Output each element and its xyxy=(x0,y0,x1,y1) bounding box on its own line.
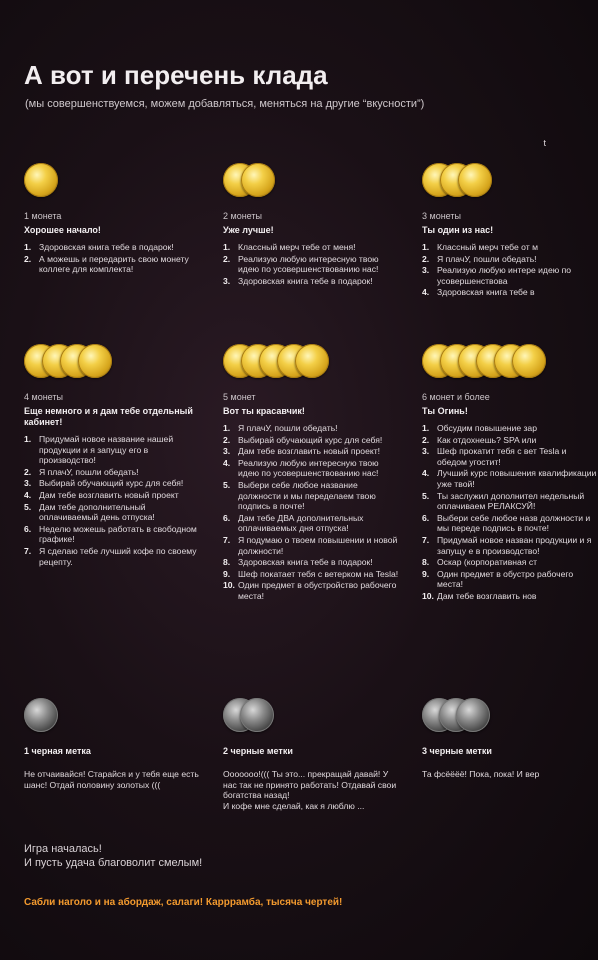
coin-count: 4 монеты xyxy=(24,392,63,402)
coin-stack xyxy=(24,163,200,203)
list-text: Классный мерч тебе от меня! xyxy=(238,242,356,252)
list-number: 7. xyxy=(422,534,430,545)
list-number: 3. xyxy=(223,275,231,286)
tier-heading: Хорошее начало! xyxy=(24,225,101,235)
list-item xyxy=(24,242,200,253)
list-text: Дам тебе ДВА дополнительных оплачиваемых дня отпуска! xyxy=(238,512,364,534)
black-mark-card xyxy=(422,698,598,780)
list-item xyxy=(422,265,598,286)
list-number: 7. xyxy=(24,545,32,556)
list-number: 10. xyxy=(223,580,235,591)
tier-card xyxy=(422,163,598,299)
list-text: Неделю можешь работать в свободном графике! xyxy=(39,523,197,545)
list-number: 3. xyxy=(422,265,430,276)
black-marks xyxy=(24,698,200,738)
list-number: 9. xyxy=(422,568,430,579)
list-number: 3. xyxy=(223,446,231,457)
list-text: Я плачУ, пошли обедать! xyxy=(437,253,537,264)
gold-coin-icon xyxy=(295,344,329,378)
coin-count: 3 монеты xyxy=(422,211,461,221)
list-text: Я плачУ, пошли обедать! xyxy=(39,466,139,477)
black-mark-card xyxy=(223,698,399,811)
list-text: Реализую любую интере идею по усовершенствова xyxy=(437,265,571,286)
edge-fragment: t xyxy=(543,138,546,148)
list-item xyxy=(24,490,200,501)
list-item xyxy=(422,468,598,489)
list-item xyxy=(24,546,200,567)
list-number: 3. xyxy=(24,478,32,489)
list-text: Обсудим повышение зар xyxy=(437,423,537,433)
black-mark-text-2: И кофе мне сделай, как я люблю ... xyxy=(223,800,365,811)
list-number: 2. xyxy=(422,253,430,264)
coin-count: 2 монеты xyxy=(223,211,262,221)
list-text: Реализую любую интересную твою идею по усовершенствованию нас! xyxy=(238,253,379,275)
list-item xyxy=(422,557,598,568)
list-item xyxy=(422,242,598,253)
black-mark-icon xyxy=(24,698,58,732)
list-text: Как отдохнешь? SPA или xyxy=(437,434,537,445)
coin-stack xyxy=(223,163,399,203)
black-mark-icon xyxy=(456,698,490,732)
list-item xyxy=(422,591,598,602)
list-number: 1. xyxy=(422,242,430,252)
list-text: Я плачУ, пошли обедать! xyxy=(238,423,338,433)
footer-line-1: Игра началась! xyxy=(24,843,102,855)
list-item xyxy=(223,423,399,434)
list-text: Здоровская книга тебе в подарок! xyxy=(238,557,373,568)
list-number: 1. xyxy=(24,434,32,444)
black-marks xyxy=(223,698,399,738)
list-number: 5. xyxy=(422,490,430,501)
list-number: 8. xyxy=(422,557,430,568)
list-text: Классный мерч тебе от м xyxy=(437,242,538,252)
tier-card xyxy=(223,163,399,287)
list-item xyxy=(422,423,598,434)
tier-heading: Еще немного и я дам тебе отдельный кабинет! xyxy=(24,406,193,427)
list-text: Ты заслужил дополнител недельный оплачиваем РЕЛАКСУЙ! xyxy=(437,490,585,512)
list-number: 2. xyxy=(223,253,231,264)
list-number: 4. xyxy=(223,457,231,468)
list-text: Придумай новое назван продукции и я запущу е в производство! xyxy=(437,534,592,556)
list-text: Реализую любую интересную твою идею по усовершенствованию нас! xyxy=(238,457,379,479)
tier-card xyxy=(223,344,399,603)
list-text: Здоровская книга тебе в подарок! xyxy=(238,275,373,286)
list-item xyxy=(422,513,598,534)
tier-heading: Уже лучше! xyxy=(223,225,274,235)
list-number: 2. xyxy=(24,466,32,477)
list-number: 6. xyxy=(422,512,430,523)
list-text: Шеф прокатит тебя с вет Tesla и обедом угостит! xyxy=(437,446,567,467)
list-text: Я сделаю тебе лучший кофе по своему рецепту. xyxy=(39,545,197,567)
reward-list xyxy=(24,434,200,567)
coin-count: 5 монет xyxy=(223,392,256,402)
list-text: Дам тебе дополнительный оплачиваемый день отпуска! xyxy=(39,501,155,523)
list-text: Дам тебе возглавить новый проект xyxy=(39,489,179,500)
tier-card xyxy=(24,344,200,568)
tier-heading: Ты Огинь! xyxy=(422,406,468,416)
list-text: Выбери себе любое название должности и мы переделаем твою подпись в почте! xyxy=(238,479,376,512)
black-mark-text: Та фсёёёё! Пока, пока! И вер xyxy=(422,769,540,779)
footer-line-2: И пусть удача благоволит смелым! xyxy=(24,857,203,869)
black-mark-card xyxy=(24,698,200,790)
reward-list xyxy=(24,242,200,275)
black-mark-icon xyxy=(240,698,274,732)
list-item xyxy=(422,446,598,467)
list-text: Выбирай обучающий курс для себя! xyxy=(238,434,383,445)
black-mark-text: Оооoooo!((( Ты это... прекращай давай! У нас так не принято работать! Отдавай свои богатства назад! xyxy=(223,769,397,801)
gold-coin-icon xyxy=(458,163,492,197)
list-number: 9. xyxy=(223,568,231,579)
list-text: Придумай новое название нашей продукции и я запущу его в производство! xyxy=(39,434,174,466)
list-item xyxy=(24,478,200,489)
coin-count: 1 монета xyxy=(24,211,62,221)
list-number: 7. xyxy=(223,534,231,545)
list-number: 2. xyxy=(24,253,32,264)
page-subtitle: (мы совершенствуемся, можем добавляться, меняться на другие “вкусности”) xyxy=(25,98,425,110)
list-item xyxy=(223,458,399,479)
tier-heading: Ты один из нас! xyxy=(422,225,494,235)
list-item xyxy=(223,254,399,275)
list-number: 1. xyxy=(24,242,32,252)
list-item xyxy=(223,480,399,512)
page-title: А вот и перечень клада xyxy=(24,60,328,90)
list-number: 2. xyxy=(223,434,231,445)
coin-count: 6 монет и более xyxy=(422,392,490,402)
tier-heading: 3 черные метки xyxy=(422,746,492,756)
list-number: 5. xyxy=(24,501,32,512)
list-item xyxy=(422,254,598,265)
list-text: А можешь и передарить свою монету коллеге для комплекта! xyxy=(39,253,189,275)
reward-list xyxy=(223,423,399,602)
footer-slogan: Сабли наголо и на абордаж, салаги! Карррамба, тысяча чертей! xyxy=(24,897,343,908)
list-number: 4. xyxy=(24,489,32,500)
tier-heading: 1 черная метка xyxy=(24,746,91,756)
black-mark-text: Не отчаивайся! Старайся и у тебя еще есть шанс! Отдай половину золотых ((( xyxy=(24,769,199,790)
list-number: 5. xyxy=(223,479,231,490)
list-number: 4. xyxy=(422,468,430,479)
list-number: 8. xyxy=(223,557,231,568)
gold-coin-icon xyxy=(24,163,58,197)
list-item xyxy=(24,434,200,466)
gold-coin-icon xyxy=(78,344,112,378)
list-item xyxy=(422,569,598,590)
list-item xyxy=(223,242,399,253)
tier-heading: 2 черные метки xyxy=(223,746,293,756)
list-number: 1. xyxy=(223,423,231,433)
list-number: 6. xyxy=(24,523,32,534)
list-item xyxy=(422,287,598,298)
list-item xyxy=(223,580,399,601)
list-text: Один предмет в обустройство рабочего места! xyxy=(238,580,397,601)
list-number: 2. xyxy=(422,434,430,445)
coin-stack xyxy=(24,344,200,384)
list-item xyxy=(24,467,200,478)
black-marks xyxy=(422,698,598,738)
list-item xyxy=(223,513,399,534)
list-item xyxy=(24,254,200,275)
list-number: 1. xyxy=(422,423,430,433)
list-text: Шеф покатает тебя с ветерком на Tesla! xyxy=(238,568,399,579)
list-number: 1. xyxy=(223,242,231,252)
list-number: 3. xyxy=(422,446,430,457)
list-text: Лучший курс повышения квалификации уже твой! xyxy=(437,468,597,489)
list-item xyxy=(422,491,598,512)
list-item xyxy=(223,446,399,457)
coin-stack xyxy=(422,344,598,384)
list-item xyxy=(223,569,399,580)
list-text: Дам тебе возглавить нов xyxy=(437,590,537,601)
reward-list xyxy=(422,423,598,602)
list-text: Один предмет в обустро рабочего места! xyxy=(437,568,574,590)
list-text: Выбирай обучающий курс для себя! xyxy=(39,478,184,489)
list-text: Дам тебе возглавить новый проект! xyxy=(238,446,381,457)
list-number: 10. xyxy=(422,590,434,601)
list-number: 4. xyxy=(422,287,430,298)
list-text: Выбери себе любое назв должности и мы переде подпись в почте! xyxy=(437,512,591,534)
list-item xyxy=(223,276,399,287)
reward-list xyxy=(422,242,598,298)
list-text: Оскар (корпоративная ст xyxy=(437,557,538,568)
gold-coin-icon xyxy=(241,163,275,197)
list-item xyxy=(223,435,399,446)
coin-stack xyxy=(223,344,399,384)
tier-card xyxy=(24,163,200,276)
list-number: 6. xyxy=(223,512,231,523)
tier-card xyxy=(422,344,598,603)
gold-coin-icon xyxy=(512,344,546,378)
list-item xyxy=(422,435,598,446)
list-text: Здоровская книга тебе в xyxy=(437,287,535,298)
list-item xyxy=(223,557,399,568)
coin-stack xyxy=(422,163,598,203)
list-text: Здоровская книга тебе в подарок! xyxy=(39,242,174,252)
list-item xyxy=(24,524,200,545)
reward-list xyxy=(223,242,399,286)
list-item xyxy=(223,535,399,556)
list-text: Я подумаю о твоем повышении и новой должности! xyxy=(238,534,398,556)
list-item xyxy=(24,502,200,523)
tier-heading: Вот ты красавчик! xyxy=(223,406,305,416)
list-item xyxy=(422,535,598,556)
